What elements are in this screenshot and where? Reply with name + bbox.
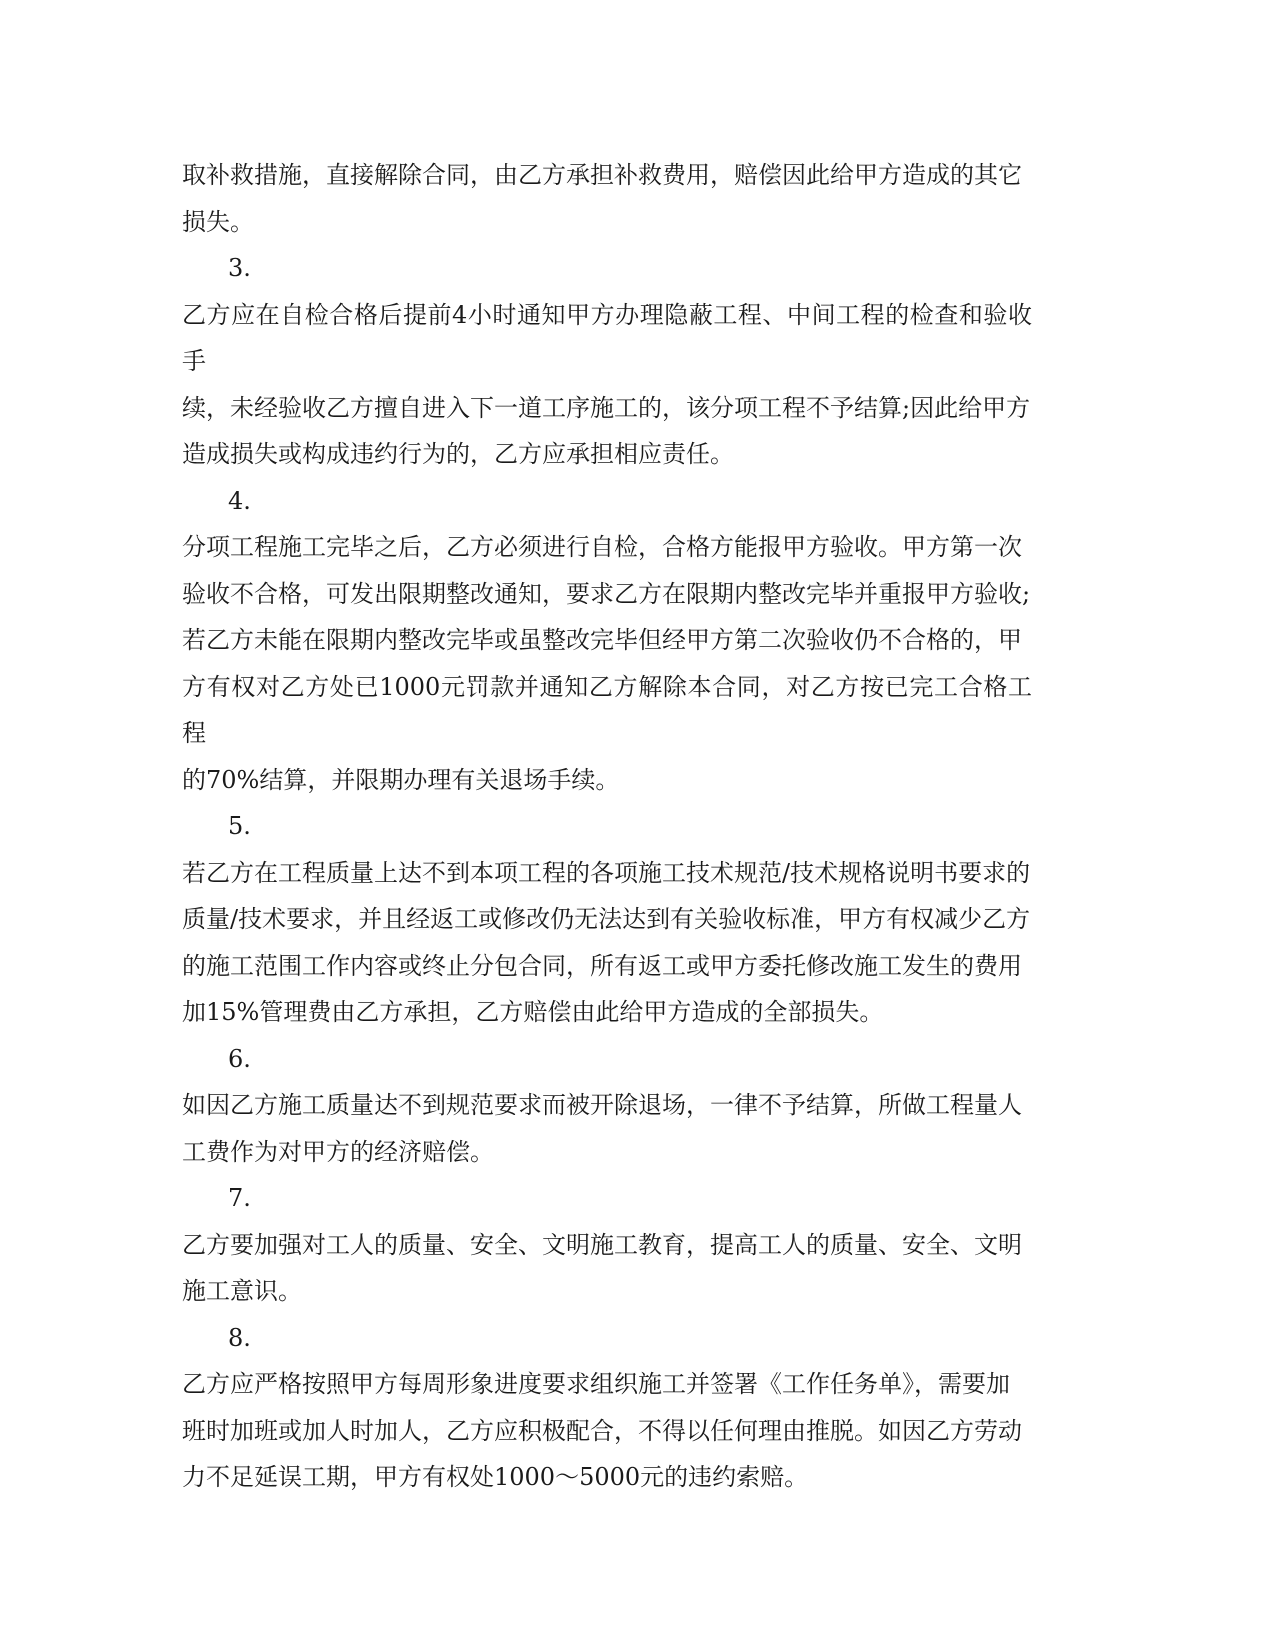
- document-body: [182, 152, 1032, 1501]
- paragraph-line: 如因乙方施工质量达不到规范要求而被开除退场，一律不予结算，所做工程量人: [182, 1091, 1022, 1119]
- clause-paragraph: [182, 152, 1032, 245]
- clause-number: 7.: [228, 1184, 251, 1212]
- paragraph-line: 质量/技术要求，并且经返工或修改仍无法达到有关验收标准，甲方有权减少乙方: [182, 905, 1031, 933]
- clause-number: 4.: [228, 486, 251, 515]
- clause-paragraph: [182, 1361, 1032, 1501]
- paragraph-line: 力不足延误工期，甲方有权处1000～5000元的违约索赔。: [182, 1463, 809, 1491]
- paragraph-line: 续，未经验收乙方擅自进入下一道工序施工的，该分项工程不予结算;因此给甲方: [182, 393, 1031, 422]
- clause-paragraph: [182, 1082, 1032, 1175]
- paragraph-line: 的70%结算，并限期办理有关退场手续。: [182, 765, 620, 794]
- paragraph-line: 分项工程施工完毕之后，乙方必须进行自检，合格方能报甲方验收。甲方第一次: [182, 533, 1022, 561]
- paragraph-line: 加15%管理费由乙方承担，乙方赔偿由此给甲方造成的全部损失。: [182, 998, 884, 1026]
- clause-number: 5.: [228, 812, 251, 840]
- paragraph-line: 造成损失或构成违约行为的，乙方应承担相应责任。: [182, 440, 734, 468]
- paragraph-line: 若乙方未能在限期内整改完毕或虽整改完毕但经甲方第二次验收仍不合格的，甲: [182, 626, 1022, 654]
- paragraph-line: 乙方应严格按照甲方每周形象进度要求组织施工并签署《工作任务单》，需要加: [182, 1370, 1010, 1398]
- clause-paragraph: [182, 524, 1032, 803]
- clause-number: 8.: [228, 1323, 251, 1352]
- clause-paragraph: [182, 1222, 1032, 1315]
- paragraph-line: 取补救措施，直接解除合同，由乙方承担补救费用，赔偿因此给甲方造成的其它: [182, 161, 1022, 189]
- paragraph-line: 乙方要加强对工人的质量、安全、文明施工教育，提高工人的质量、安全、文明: [182, 1230, 1022, 1259]
- clause-number: 3.: [228, 254, 251, 282]
- paragraph-line: 损失。: [182, 207, 254, 236]
- paragraph-line: 验收不合格，可发出限期整改通知，要求乙方在限期内整改完毕并重报甲方验收;: [182, 579, 1031, 608]
- paragraph-line: 班时加班或加人时加人，乙方应积极配合，不得以任何理由推脱。如因乙方劳动: [182, 1416, 1022, 1445]
- paragraph-line: 施工意识。: [182, 1277, 302, 1305]
- clause-number: 6.: [228, 1044, 251, 1073]
- paragraph-line: 工费作为对甲方的经济赔偿。: [182, 1137, 494, 1166]
- paragraph-line: 方有权对乙方处已1000元罚款并通知乙方解除本合同，对乙方按已完工合格工程: [182, 672, 1032, 747]
- paragraph-line: 乙方应在自检合格后提前4小时通知甲方办理隐蔽工程、中间工程的检查和验收手: [182, 300, 1032, 375]
- paragraph-line: 的施工范围工作内容或终止分包合同，所有返工或甲方委托修改施工发生的费用: [182, 951, 1022, 980]
- clause-paragraph: [182, 850, 1032, 1036]
- clause-paragraph: [182, 292, 1032, 478]
- paragraph-line: 若乙方在工程质量上达不到本项工程的各项施工技术规范/技术规格说明书要求的: [182, 858, 1031, 887]
